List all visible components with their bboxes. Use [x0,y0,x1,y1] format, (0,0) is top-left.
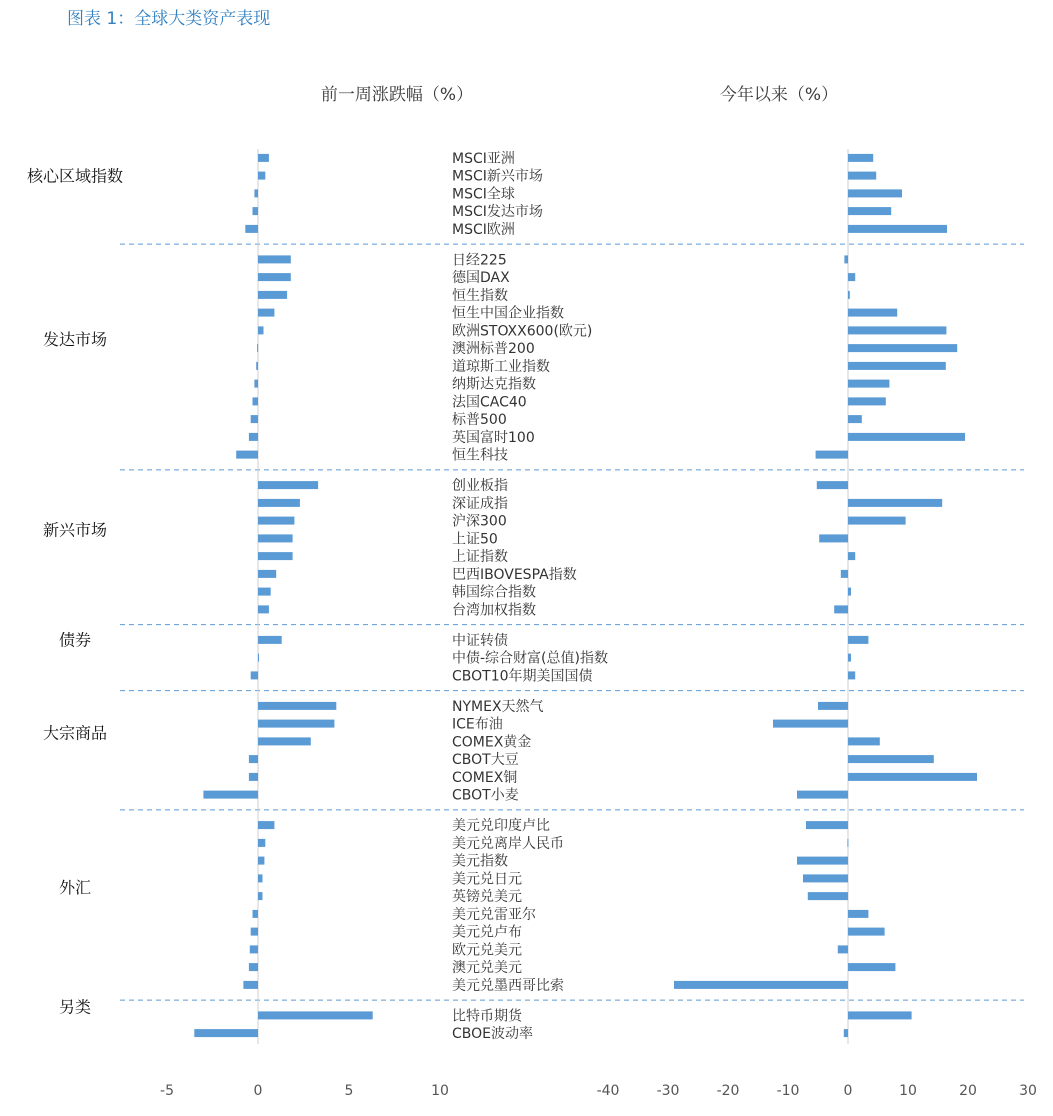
bar-ytd [848,397,886,405]
row-label: 恒生科技 [452,447,508,464]
bar-week [251,415,258,423]
row-label: 美元兑卢布 [452,924,522,941]
bar-week [258,291,287,299]
bar-week [254,189,258,197]
row-label: 中证转债 [452,632,508,649]
bar-week [258,702,336,710]
bar-week [258,605,269,613]
row-label: 创业板指 [452,478,508,495]
bar-week [258,154,269,162]
row-label: 美元兑墨西哥比索 [452,977,564,994]
bar-week [258,499,300,507]
row-label: 德国DAX [452,270,510,287]
row-label: 美元兑印度卢比 [452,818,550,835]
bar-ytd [819,534,848,542]
bar-ytd [773,720,848,728]
tick-label-ytd: -20 [716,1083,740,1099]
row-label: 标普500 [452,412,507,429]
bar-ytd [848,552,855,560]
bar-ytd [848,172,876,180]
bar-ytd [848,189,902,197]
bar-week [258,309,274,317]
bar-week [258,588,271,596]
bar-week [258,737,311,745]
row-label: 上证50 [452,531,498,548]
row-label: 深证成指 [452,495,508,512]
bar-ytd [848,154,873,162]
row-label: COMEX黄金 [452,734,532,751]
row-label: 澳元兑美元 [452,960,522,977]
row-label: 日经225 [452,252,507,269]
row-label: ICE布油 [452,716,503,733]
tick-label-week: -5 [160,1083,174,1099]
bar-week [258,839,265,847]
row-label: COMEX铜 [452,769,518,786]
bar-week [251,928,258,936]
bar-week [258,172,265,180]
bar-week [253,207,259,215]
row-label: 台湾加权指数 [452,602,536,619]
bar-week [249,433,258,441]
row-label: CBOT小麦 [452,787,519,804]
row-label: 欧元兑美元 [452,942,522,959]
bar-week [243,981,258,989]
row-label: 欧洲STOXX600(欧元) [452,323,593,340]
bar-ytd [797,857,848,865]
row-label: 巴西IBOVESPA指数 [452,566,577,583]
row-label: CBOE波动率 [452,1026,533,1043]
bar-ytd [848,773,977,781]
row-label: 恒生指数 [452,287,508,304]
group-label: 另类 [58,997,92,1017]
figure-title: 图表 1：全球大类资产表现 [67,9,271,29]
tick-label-ytd: 10 [899,1083,917,1099]
bar-week [249,755,258,763]
bar-week [249,963,258,971]
bar-week [258,517,294,525]
bar-ytd [848,225,947,233]
bar-week [258,326,264,334]
bar-ytd [797,791,848,799]
row-label: MSCI新兴市场 [452,168,543,185]
bar-ytd [848,963,895,971]
bar-week [253,910,259,918]
tick-label-ytd: 0 [843,1083,853,1099]
bar-week [258,654,259,662]
row-label: 美元兑离岸人民币 [452,835,564,852]
row-label: MSCI欧洲 [452,221,515,238]
bar-ytd [848,273,855,281]
bar-ytd [674,981,848,989]
bar-ytd [848,928,885,936]
group-label: 外汇 [58,878,92,897]
tick-label-ytd: -10 [776,1083,800,1099]
bar-ytd [817,481,848,489]
row-label: MSCI全球 [452,186,515,203]
bar-ytd [848,380,889,388]
group-label: 新兴市场 [42,520,108,540]
row-label: 美元兑日元 [452,871,522,888]
row-label: 美元兑雷亚尔 [452,906,536,923]
bar-ytd [848,755,934,763]
tick-label-ytd: -30 [656,1083,680,1099]
bar-ytd [844,255,848,263]
panel-title-ytd: 今年以来（%） [719,85,839,105]
bar-week [258,570,276,578]
bar-ytd [848,910,868,918]
bar-ytd [803,874,848,882]
group-label: 核心区域指数 [26,166,124,186]
panel-title-week: 前一周涨跌幅（%） [320,85,474,105]
bar-week [258,720,334,728]
bar-ytd [834,605,848,613]
row-label: 英国富时100 [452,429,535,446]
bar-ytd [848,636,868,644]
tick-label-ytd: 30 [1019,1083,1037,1099]
group-label: 发达市场 [42,330,108,349]
bar-ytd [848,588,851,596]
bar-ytd [848,309,897,317]
bar-ytd [848,737,880,745]
bar-week [245,225,258,233]
row-label: 英镑兑美元 [452,889,522,906]
row-label: 道琼斯工业指数 [452,358,550,375]
bar-week [258,481,318,489]
bar-week [253,397,259,405]
bar-ytd [848,499,942,507]
bar-week [258,273,291,281]
bar-ytd [816,451,848,459]
bar-week [258,1011,373,1019]
bar-ytd [806,821,848,829]
bar-ytd [848,415,862,423]
bar-ytd [848,517,906,525]
bar-ytd [841,570,848,578]
bar-ytd [848,671,855,679]
bar-ytd [844,1029,848,1037]
row-label: NYMEX天然气 [452,698,544,715]
bar-week [250,945,258,953]
bar-ytd [838,945,848,953]
bar-ytd [818,702,848,710]
row-label: MSCI发达市场 [452,204,543,221]
bar-week [258,821,274,829]
bar-week [258,534,293,542]
row-label: 美元指数 [452,853,508,870]
row-label: CBOT大豆 [452,752,519,769]
row-label: 纳斯达克指数 [452,376,536,393]
bar-ytd [848,1011,912,1019]
row-label: 上证指数 [452,549,508,566]
bar-ytd [848,654,851,662]
tick-label-week: 10 [431,1083,449,1099]
bar-week [258,636,282,644]
bar-ytd [848,344,957,352]
group-label: 大宗商品 [42,723,108,743]
bar-ytd [848,207,891,215]
bar-week [203,791,258,799]
bar-ytd [847,839,848,847]
bar-week [257,344,258,352]
bar-week [254,380,258,388]
tick-label-ytd: -40 [596,1083,620,1099]
group-label: 债券 [58,630,92,650]
bar-week [194,1029,258,1037]
bar-ytd [848,362,946,370]
bar-week [251,671,258,679]
bar-ytd [848,433,965,441]
bar-week [236,451,258,459]
bar-week [258,857,264,865]
row-label: 韩国综合指数 [452,584,536,601]
tick-label-week: 0 [253,1083,263,1099]
row-label: 法国CAC40 [452,394,527,411]
bar-ytd [808,892,848,900]
bar-week [258,892,263,900]
bar-week [256,362,258,370]
row-label: 沪深300 [452,513,507,530]
row-label: 中债-综合财富(总值)指数 [452,650,608,667]
bar-ytd [848,291,850,299]
bar-ytd [848,326,946,334]
bar-week [258,255,291,263]
bar-week [249,773,258,781]
tick-label-ytd: 20 [959,1083,977,1099]
row-label: 恒生中国企业指数 [452,305,564,322]
bar-week [258,552,293,560]
bar-week [258,874,263,882]
row-label: 比特币期货 [452,1008,522,1025]
tick-label-week: 5 [344,1083,354,1099]
row-label: MSCI亚洲 [452,150,515,167]
row-label: 澳洲标普200 [452,341,535,358]
row-label: CBOT10年期美国国债 [452,668,593,685]
